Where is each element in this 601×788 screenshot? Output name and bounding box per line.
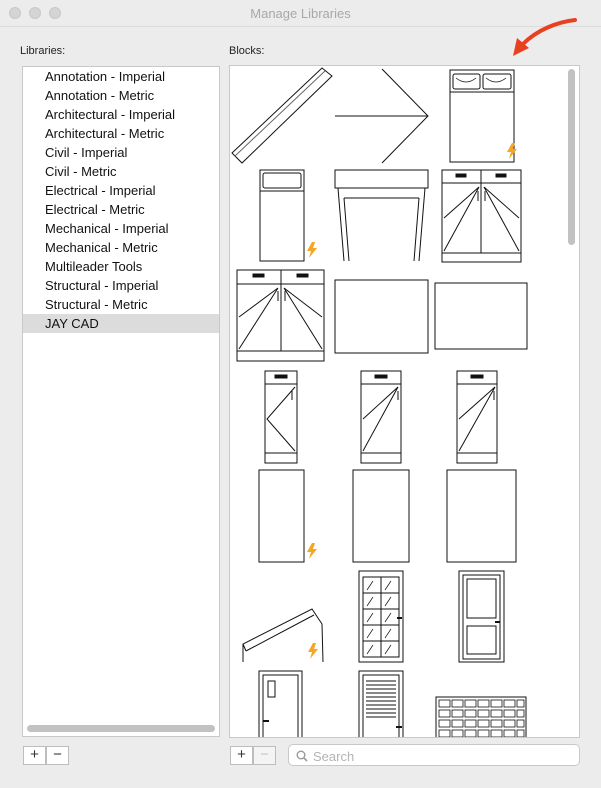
library-item-mechanical-imperial[interactable]: Mechanical - Imperial bbox=[45, 221, 169, 236]
library-item-mechanical-metric[interactable]: Mechanical - Metric bbox=[45, 240, 158, 255]
library-item-structural-metric[interactable]: Structural - Metric bbox=[45, 297, 148, 312]
diagonal-wall-block[interactable] bbox=[232, 68, 332, 163]
library-item-civil-metric[interactable]: Civil - Metric bbox=[45, 164, 117, 179]
dynamic-block-lightning-icon bbox=[507, 143, 517, 159]
red-arrow-annotation-icon bbox=[505, 14, 585, 60]
remove-block-button[interactable]: − bbox=[253, 746, 276, 765]
arrow-lines-block[interactable] bbox=[335, 69, 428, 163]
blocks-vertical-scrollbar[interactable] bbox=[568, 69, 575, 245]
tall-rectangle-block-2[interactable] bbox=[353, 470, 409, 562]
glazed-door-block[interactable] bbox=[359, 571, 403, 662]
add-block-button[interactable]: + bbox=[230, 746, 253, 765]
single-cabinet-center-block[interactable] bbox=[361, 371, 401, 463]
search-field[interactable] bbox=[288, 744, 580, 766]
libraries-list[interactable] bbox=[22, 66, 220, 737]
single-bed-block[interactable] bbox=[260, 170, 317, 261]
rectangle-block[interactable] bbox=[335, 280, 428, 353]
double-bed-block[interactable] bbox=[450, 70, 517, 162]
window-title: Manage Libraries bbox=[250, 6, 351, 21]
library-item-annotation-metric[interactable]: Annotation - Metric bbox=[45, 88, 155, 103]
single-cabinet-right-block[interactable] bbox=[457, 371, 497, 463]
libraries-horizontal-scrollbar[interactable] bbox=[27, 725, 215, 732]
library-item-multileader-tools[interactable]: Multileader Tools bbox=[45, 259, 143, 274]
library-item-electrical-imperial[interactable]: Electrical - Imperial bbox=[45, 183, 156, 198]
remove-library-button[interactable]: − bbox=[46, 746, 69, 765]
libraries-label: Libraries: bbox=[20, 45, 66, 57]
library-item-architectural-metric[interactable]: Architectural - Metric bbox=[45, 126, 165, 141]
library-item-civil-imperial[interactable]: Civil - Imperial bbox=[45, 145, 128, 160]
library-item-jay-cad[interactable]: JAY CAD bbox=[23, 314, 219, 333]
chair-block[interactable] bbox=[335, 170, 428, 261]
panel-door-block[interactable] bbox=[459, 571, 504, 662]
tall-rectangle-block-3[interactable] bbox=[447, 470, 516, 562]
library-item-architectural-imperial[interactable]: Architectural - Imperial bbox=[45, 107, 176, 122]
library-item-electrical-metric[interactable]: Electrical - Metric bbox=[45, 202, 145, 217]
rectangle-block-2[interactable] bbox=[435, 283, 527, 349]
dynamic-block-lightning-icon bbox=[307, 543, 317, 559]
grid-panel-block[interactable] bbox=[436, 697, 526, 738]
single-cabinet-left-block[interactable] bbox=[265, 371, 297, 463]
door-vision-panel-block[interactable] bbox=[259, 671, 302, 738]
blocks-grid[interactable] bbox=[229, 65, 580, 738]
roof-slope-block[interactable] bbox=[243, 609, 323, 662]
double-cabinet-block[interactable] bbox=[442, 170, 521, 262]
search-input[interactable] bbox=[311, 747, 575, 765]
library-item-annotation-imperial[interactable]: Annotation - Imperial bbox=[45, 69, 165, 84]
louvered-door-block[interactable] bbox=[359, 671, 403, 738]
dynamic-block-lightning-icon bbox=[307, 242, 317, 258]
add-library-button[interactable]: + bbox=[23, 746, 46, 765]
blocks-label: Blocks: bbox=[229, 45, 265, 57]
library-item-structural-imperial[interactable]: Structural - Imperial bbox=[45, 278, 159, 293]
tall-rectangle-block[interactable] bbox=[259, 470, 317, 562]
double-cabinet-block-2[interactable] bbox=[237, 270, 324, 361]
search-icon bbox=[296, 750, 308, 762]
dynamic-block-lightning-icon bbox=[308, 643, 318, 659]
